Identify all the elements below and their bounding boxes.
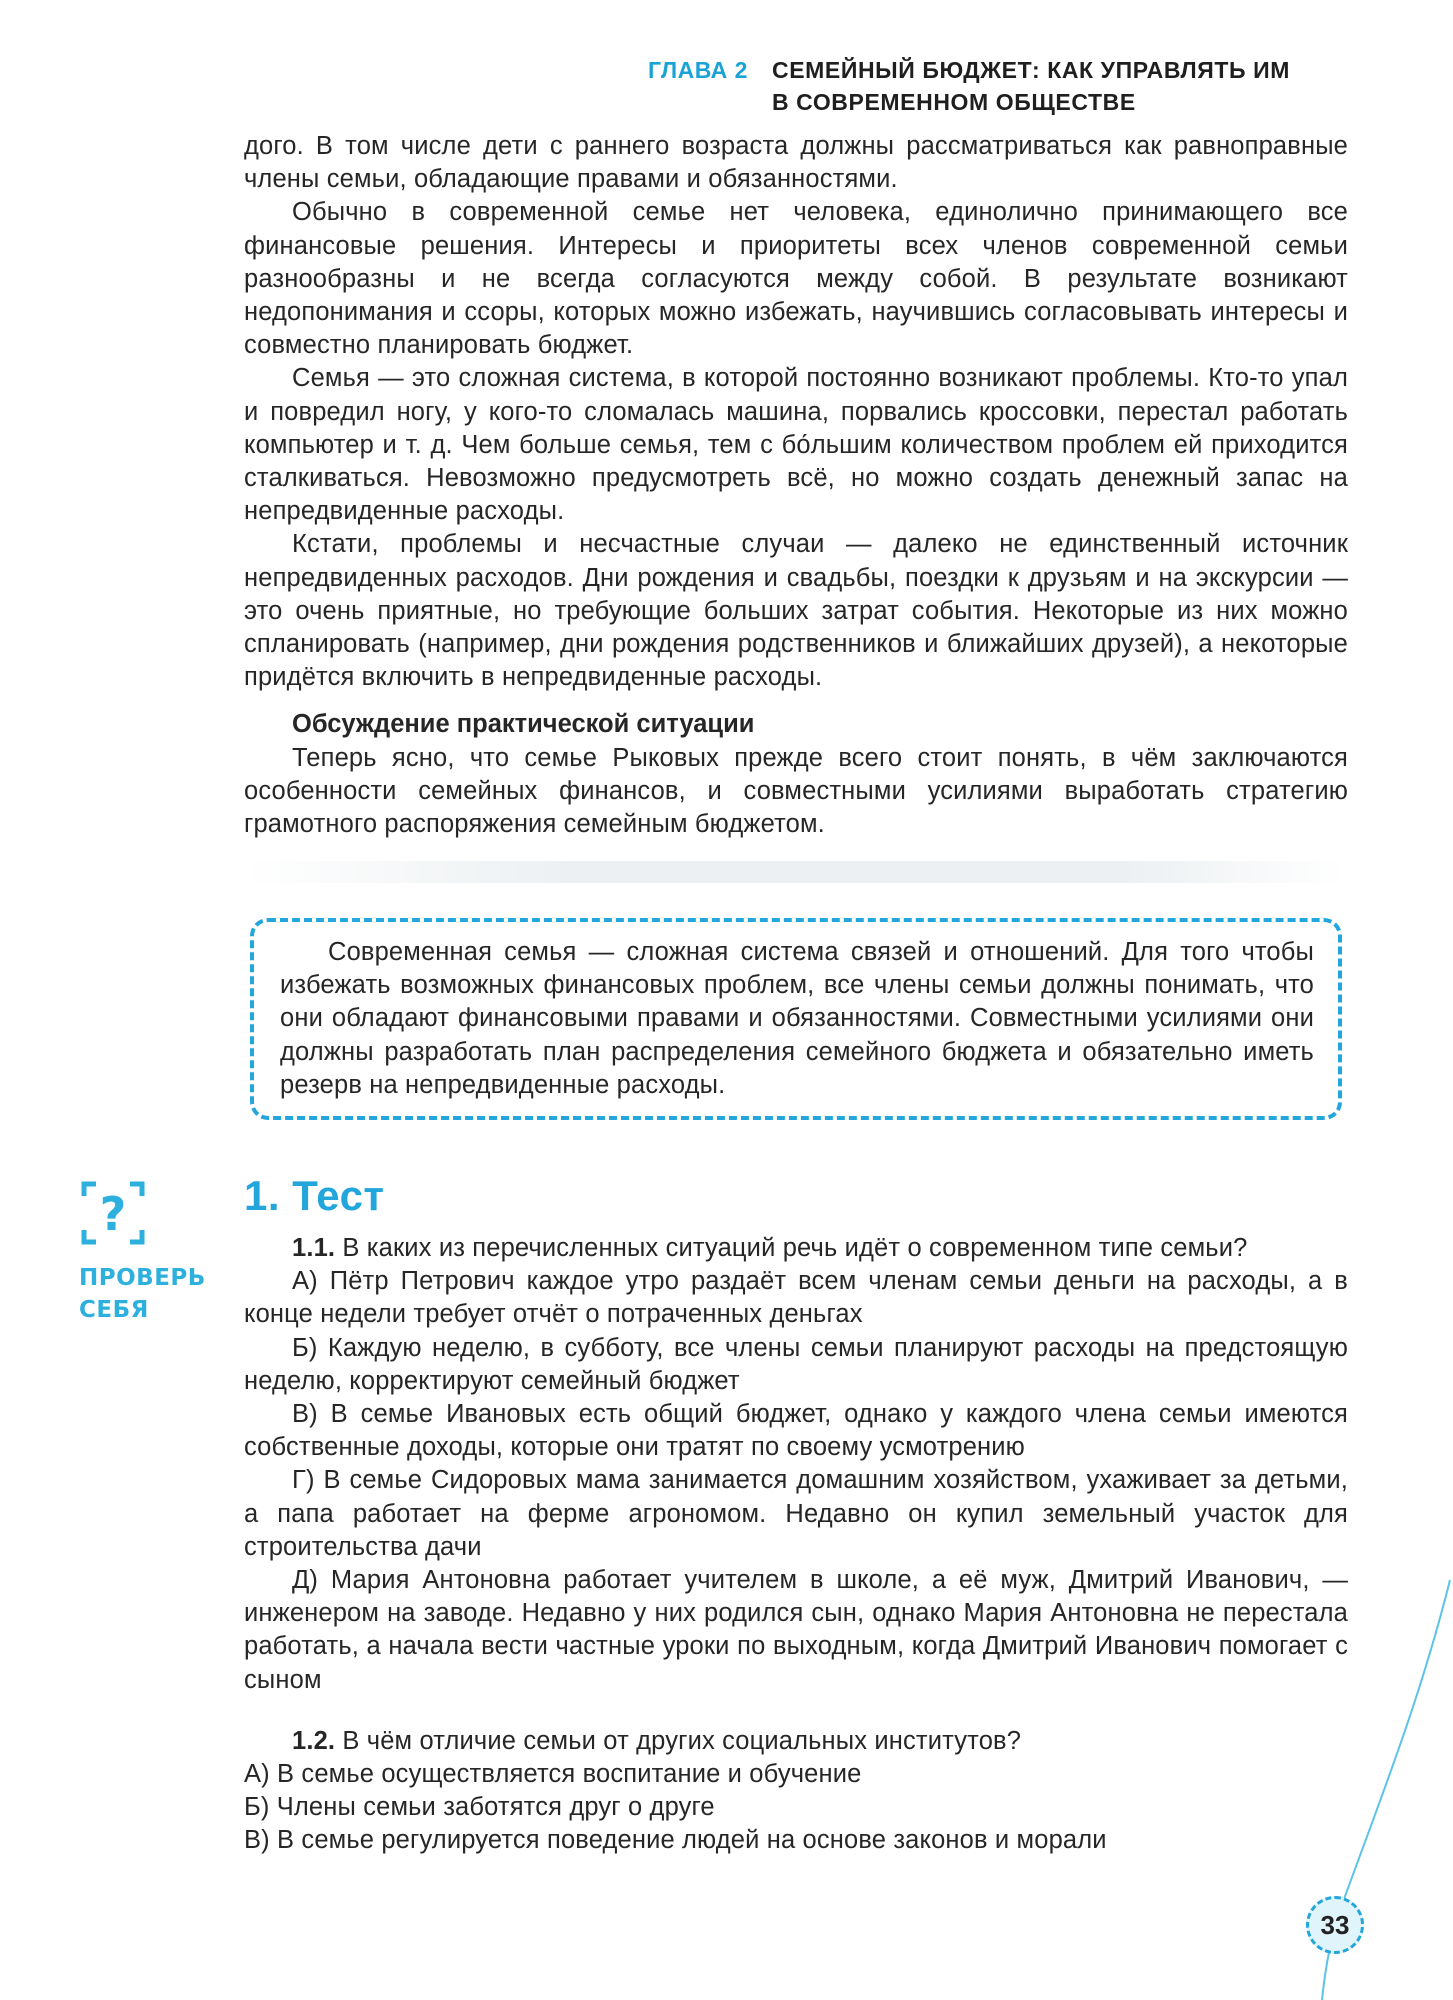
q2-option-b: Б) Члены семьи заботятся друг о друге	[244, 1793, 715, 1822]
chapter-title	[772, 54, 1290, 118]
question-1	[244, 1232, 1348, 1265]
question-1-text: В каких из перечисленных ситуаций речь идёт о современном типе семьи?	[342, 1234, 1248, 1262]
paragraph-5: Теперь ясно, что семье Рыковых прежде всего стоит понять, в чём заключаются особенности семейных финансов, и совместными усилиями выработать стратегию грамотного распоряжения семейным бюджетом.	[244, 743, 1348, 839]
q1-option-d: Д) Мария Антоновна работает учителем в школе, а её муж, Дмитрий Иванович, — инженером на заводе. Недавно у них родился сын, однако Мария Антоновна не перестала работать, а начала вести частные уроки по выходным, когда Дмитрий Иванович помогает с сыном	[244, 1566, 1348, 1694]
paragraph-3: Семья — это сложная система, в которой постоянно возникают проблемы. Кто-то упал и повредил ногу, у кого-то сломалась машина, порвались кроссовки, перестал работать компьютер и т. д. Чем больше семья, тем с бо́льшим количеством проблем ей приходится сталкиваться. Невозможно предусмотреть всё, но можно создать денежный запас на непредвиденные расходы.	[244, 364, 1348, 526]
main-text	[244, 130, 1348, 883]
paragraph-4: Кстати, проблемы и несчастные случаи — далеко не единственный источник непредвиденных расходов. Дни рождения и свадьбы, поездки к друзьям и на экскурсии — это очень приятные, но требующие больших затрат события. Некоторые из них можно спланировать (например, дни рождения родственников и ближайших друзей), а некоторые придётся включить в непредвиденные расходы.	[244, 530, 1348, 692]
question-1-number: 1.1.	[292, 1234, 336, 1262]
practical-situation-heading: Обсуждение практической ситуации	[292, 710, 755, 739]
chapter-title-line-1: СЕМЕЙНЫЙ БЮДЖЕТ: КАК УПРАВЛЯТЬ ИМ	[771, 57, 1291, 83]
spacer	[244, 1697, 1348, 1725]
chapter-label: ГЛАВА 2	[648, 57, 748, 83]
paragraph-2: Обычно в современной семье нет человека, единолично принимающего все финансовые решения. Интересы и приоритеты всех членов современной семьи разнообразны и не всегда согласуются между собой. В результате возникают недопонимания и ссоры, которых можно избежать, научившись согласовывать интересы и совместно планировать бюджет.	[244, 198, 1348, 360]
summary-text: Современная семья — сложная система связей и отношений. Для того чтобы избежать возможных финансовых проблем, все члены семьи должны понимать, что они обладают финансовыми правами и обязанностями. Совместными усилиями они должны разработать план распределения семейного бюджета и обязательно иметь резерв на непредвиденные расходы.	[280, 938, 1314, 1099]
q1-option-v: В) В семье Ивановых есть общий бюджет, однако у каждого члена семьи имеются собственные доходы, которые они тратят по своему усмотрению	[244, 1400, 1348, 1462]
check-label-line-1: ПРОВЕРЬ	[79, 1265, 206, 1291]
question-2	[244, 1725, 1348, 1758]
question-2-number: 1.2.	[292, 1726, 336, 1755]
question-mark-icon	[80, 1180, 146, 1246]
chapter-title-line-2: В СОВРЕМЕННОМ ОБЩЕСТВЕ	[771, 89, 1136, 115]
test-questions	[244, 1232, 1348, 1858]
faint-divider	[244, 861, 1344, 883]
question-2-text: В чём отличие семьи от других социальных институтов?	[342, 1726, 1022, 1755]
paragraph-1: дого. В том числе дети с раннего возраста должны рассматриваться как равноправные члены семьи, обладающие правами и обязанностями.	[244, 132, 1348, 194]
question-glyph: ?	[99, 1187, 127, 1241]
q1-option-b: Б) Каждую неделю, в субботу, все члены семьи планируют расходы на предстоящую неделю, корректируют семейный бюджет	[244, 1333, 1348, 1395]
summary-box	[250, 918, 1342, 1120]
check-label-line-2: СЕБЯ	[79, 1297, 149, 1323]
q2-option-v: В) В семье регулируется поведение людей на основе законов и морали	[244, 1826, 1107, 1855]
q1-option-g: Г) В семье Сидоровых мама занимается домашним хозяйством, ухаживает за детьми, а папа работает на ферме агрономом. Недавно он купил земельный участок для строительства дачи	[244, 1466, 1348, 1561]
page-number: 33	[1306, 1896, 1364, 1954]
chapter-header	[648, 54, 1368, 118]
q1-option-a: А) Пётр Петрович каждое утро раздаёт всем членам семьи деньги на расходы, а в конце недели требует отчёт о потраченных деньгах	[244, 1267, 1348, 1329]
check-yourself-label	[79, 1262, 206, 1326]
test-heading: 1. Тест	[244, 1172, 385, 1219]
q2-option-a: А) В семье осуществляется воспитание и обучение	[244, 1760, 862, 1789]
spacer	[244, 694, 1348, 708]
